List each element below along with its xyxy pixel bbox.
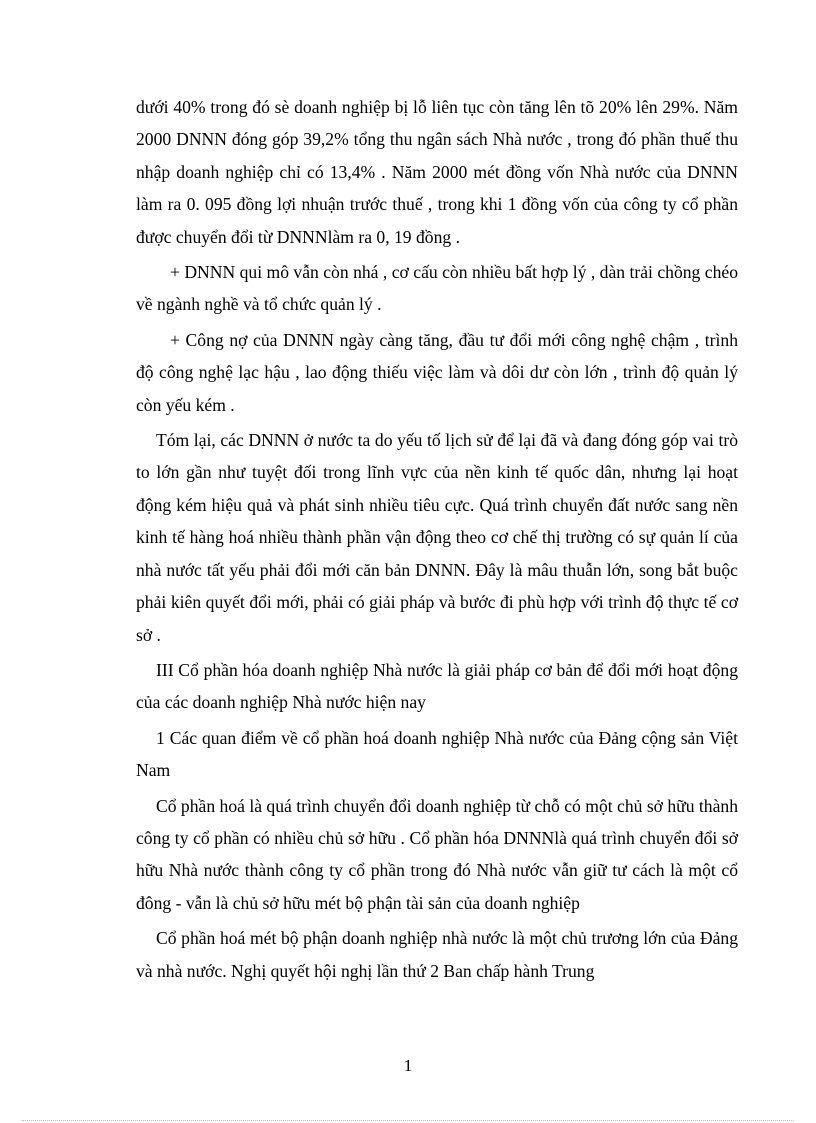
- paragraph-bullet-scale: + DNNN qui mô vẫn còn nhá , cơ cấu còn nhiều bất hợp lý , dàn trải chồng chéo về ngành nghề và tổ chức quản lý .: [136, 262, 738, 315]
- subsection-heading-1: 1 Các quan điểm về cổ phần hoá doanh nghiệp Nhà nước của Đảng cộng sản Việt Nam: [136, 727, 738, 781]
- paragraph-bullet-debt: + Công nợ của DNNN ngày càng tăng, đầu tư đổi mới công nghệ chậm , trình độ công nghệ lạc hậu , lao động thiếu việc làm và dôi dư còn lớn , trình độ quản lý còn yếu kém .: [136, 329, 738, 415]
- paragraph-summary: Tóm lại, các DNNN ở nước ta do yếu tố lịch sử để lại đã và đang đóng góp vai trò to lớn gần như tuyệt đối trong lĩnh vực của nền kinh tế quốc dân, nhưng lại hoạt động kém hiệu quả và phát sinh nhiều tiêu cực. Quá trình chuyển đất nước sang nền kinh tế hàng hoá nhiều thành phần vận động theo cơ chế thị trường có sự quản lí của nhà nước tất yếu phải đổi mới căn bản DNNN. Đây là mâu thuẫn lớn, song bắt buộc phải kiên quyết đổi mới, phải có giải pháp và bước đi phù hợp với trình độ thực tế cơ sở .: [136, 430, 738, 645]
- paragraph-definition: Cổ phần hoá là quá trình chuyển đổi doanh nghiệp từ chỗ có một chủ sở hữu thành công ty cổ phần có nhiều chủ sở hữu . Cổ phần hóa DNNNlà quá trình chuyển đổi sở hữu Nhà nước thành công ty cổ phần trong đó Nhà nước vẫn giữ tư cách là một cổ đông - vẫn là chủ sở hữu mét bộ phận tài sản của doanh nghiệp: [136, 795, 738, 913]
- page-number: 1: [403, 1056, 413, 1075]
- page-bottom-divider: [22, 1120, 794, 1121]
- paragraph-policy: Cổ phần hoá mét bộ phận doanh nghiệp nhà nước là một chủ trương lớn của Đảng và nhà nước. Nghị quyết hội nghị lần thứ 2 Ban chấp hành Trung: [136, 928, 738, 981]
- section-heading-iii: III Cổ phần hóa doanh nghiệp Nhà nước là giải pháp cơ bản để đổi mới hoạt động của các doanh nghiệp Nhà nước hiện nay: [136, 659, 738, 713]
- paragraph-continuation: dưới 40% trong đó sè doanh nghiệp bị lỗ liên tục còn tăng lên tõ 20% lên 29%. Năm 2000 DNNN đóng góp 39,2% tổng thu ngân sách Nhà nước , trong đó phần thuế thu nhập doanh nghiệp chỉ có 13,4% . Năm 2000 mét đồng vốn Nhà nước của DNNN làm ra 0. 095 đồng lợi nhuận trước thuế , trong khi 1 đồng vốn của công ty cổ phần được chuyển đổi từ DNNNlàm ra 0, 19 đồng .: [136, 97, 738, 247]
- page-body: [136, 91, 738, 990]
